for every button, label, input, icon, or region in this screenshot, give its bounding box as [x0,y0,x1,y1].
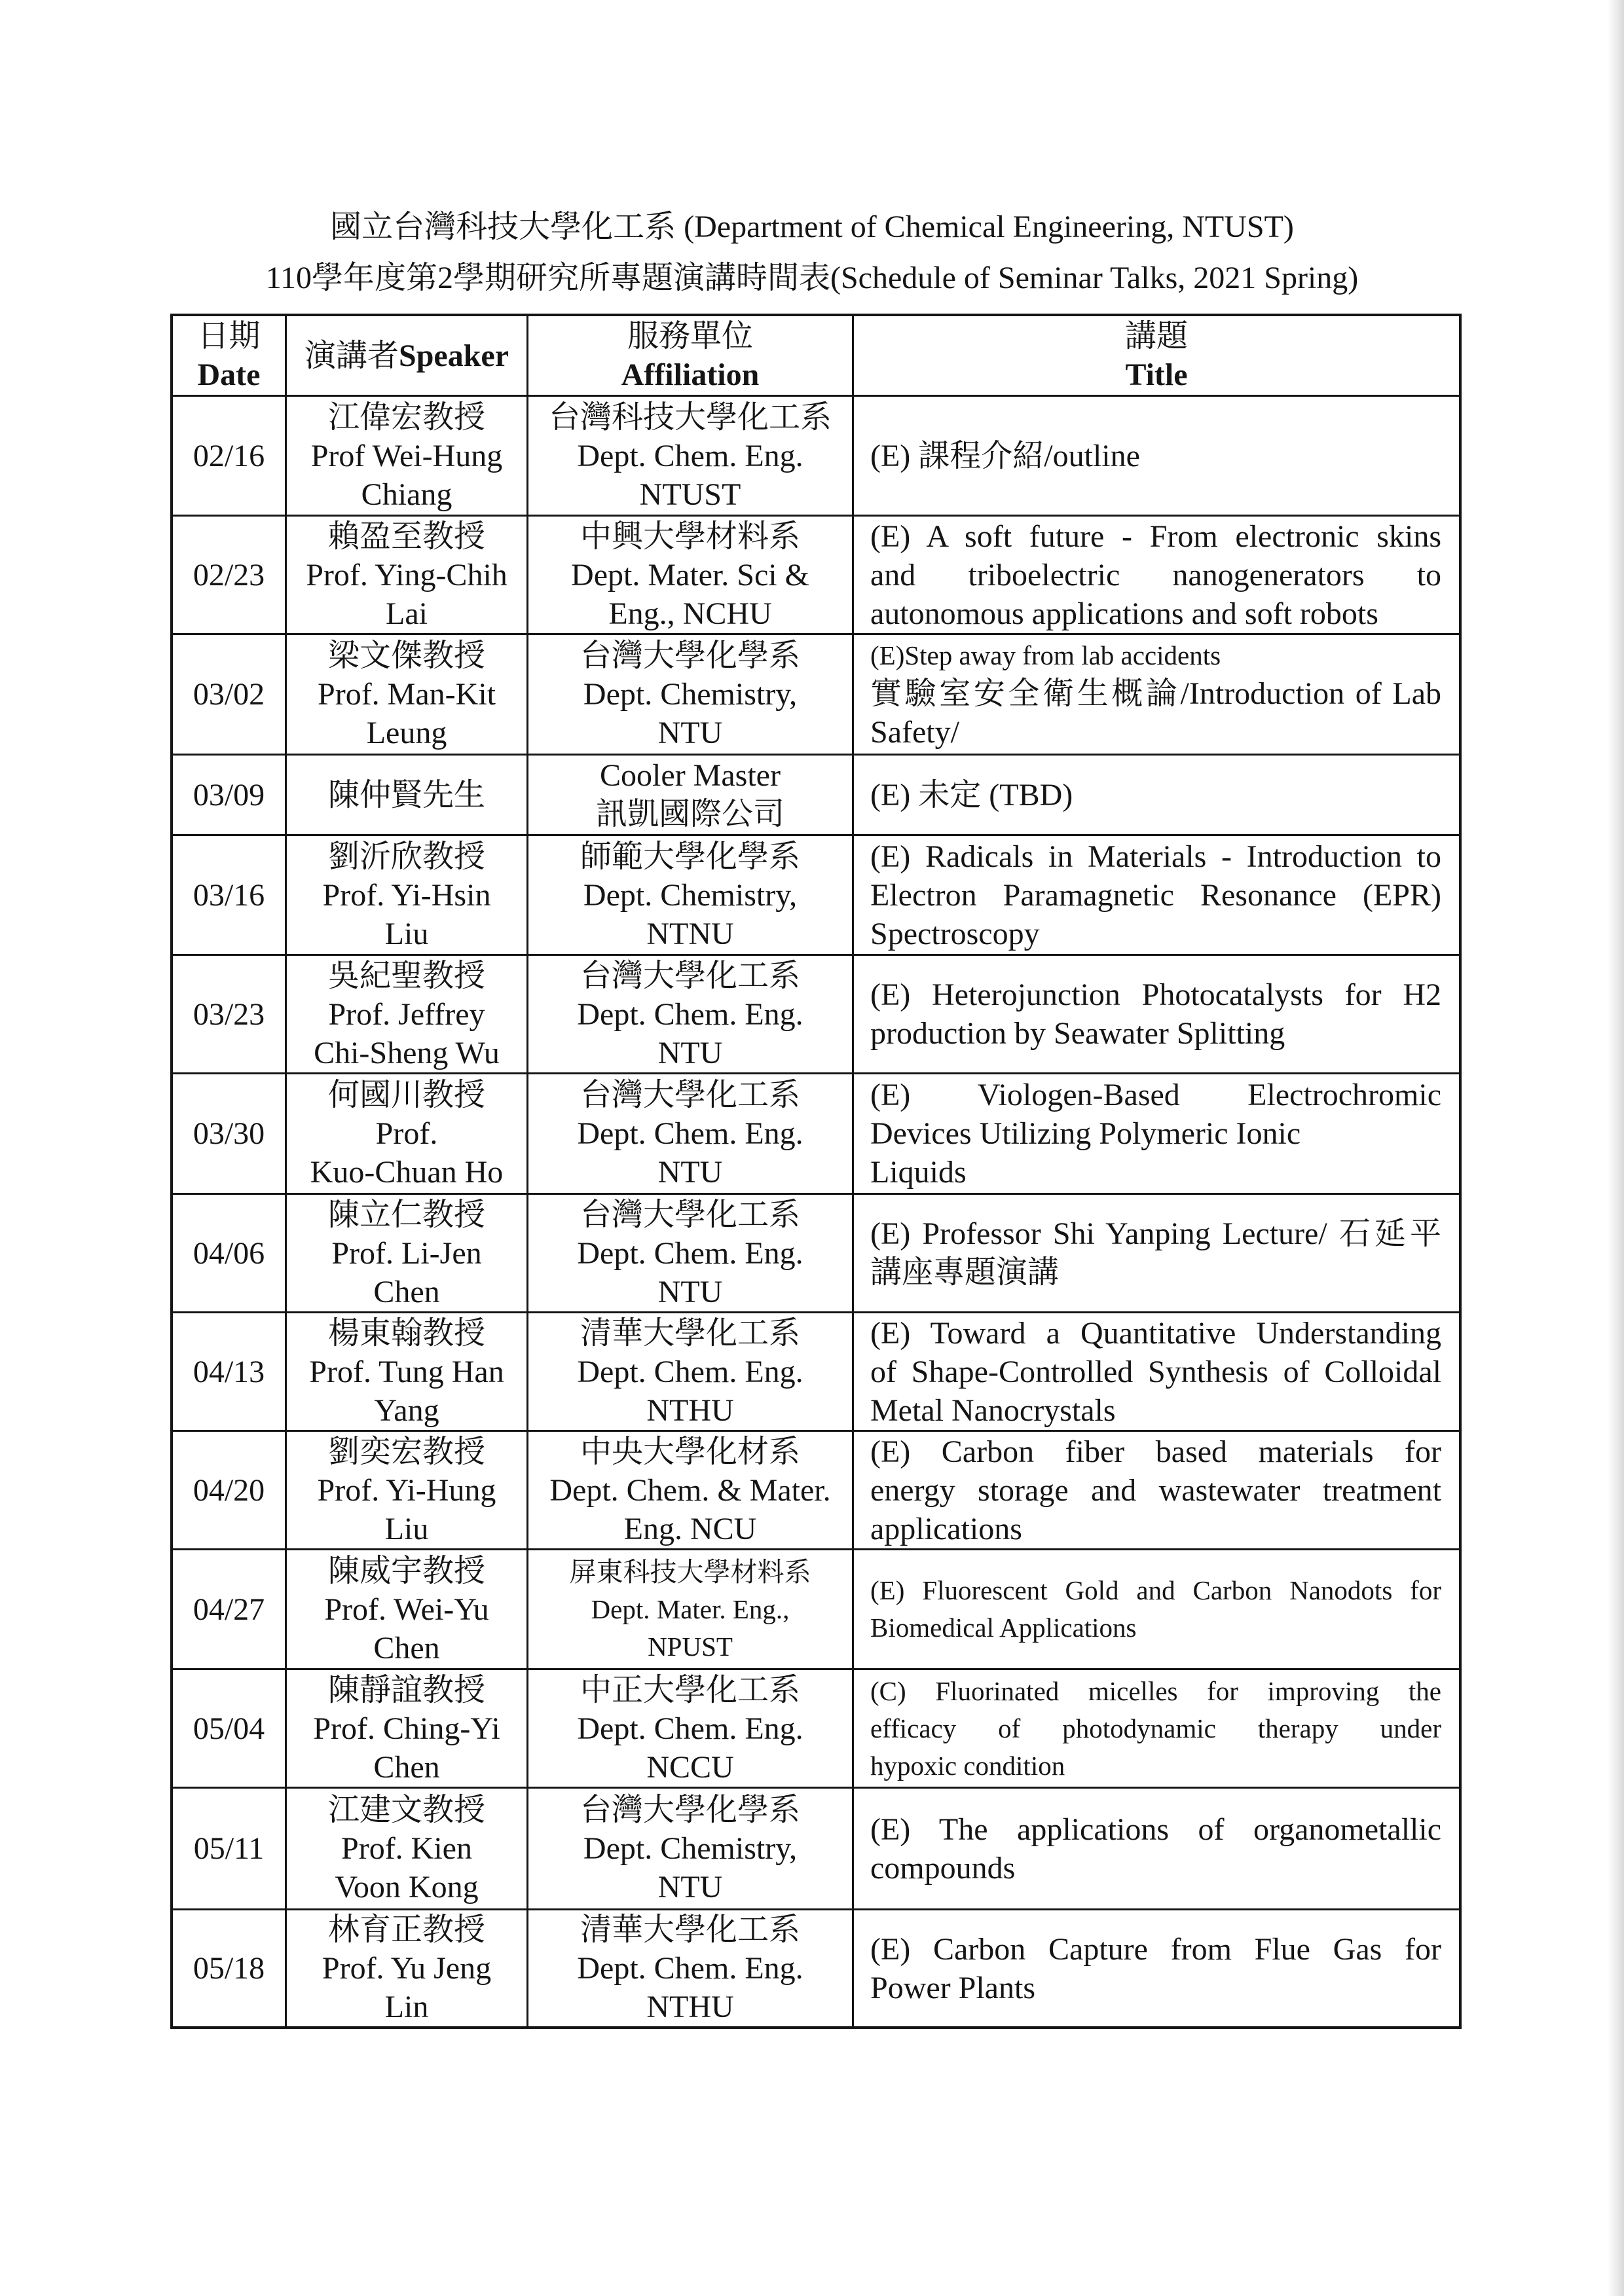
title-cell [854,836,1462,956]
affiliation-cell [528,517,854,635]
title-line: autonomous applications and soft robots [870,596,1378,631]
speaker-line: 吳紀聖教授 [327,958,485,993]
affiliation-cell [528,1313,854,1432]
date-cell [173,956,287,1074]
affiliation-line: Dept. Chem. Eng. [577,1951,803,1986]
speaker-line: Liu [384,1511,429,1546]
speaker-cell [287,1550,528,1670]
header-title-en: Title [1125,357,1188,392]
affiliation-line: 台灣大學化工系 [580,958,800,993]
title-line: hypoxic condition [870,1750,1065,1781]
date-cell [173,1313,287,1432]
affiliation-line: Eng., NCHU [608,596,772,631]
speaker-line: Prof. Ching-Yi [313,1711,500,1746]
affiliation-line: Dept. Chem. Eng. [577,1354,803,1389]
speaker-line: Chen [373,1274,440,1309]
speaker-line: Prof. Tung Han [309,1354,504,1389]
title-cell [854,756,1462,836]
speaker-line: Prof. Li-Jen [331,1235,482,1271]
affiliation-line: 訊凱國際公司 [595,797,784,831]
affiliation-line: Dept. Chemistry, [583,677,798,712]
affiliation-line: NTU [657,716,723,750]
date-text: 02/16 [193,438,265,473]
affiliation-cell [528,1550,854,1670]
affiliation-line: 清華大學化工系 [580,1912,800,1947]
date-cell [173,1910,287,2029]
affiliation-line: NTU [657,1035,723,1070]
affiliation-line: 台灣大學化學系 [580,638,800,673]
speaker-line: Lin [384,1990,429,2024]
affiliation-line: Dept. Chem. Eng. [577,1711,803,1746]
header-title-zh: 講題 [1124,319,1188,354]
date-cell [173,1195,287,1313]
title-line: (E) Professor Shi Yanping Lecture/ 石延平 [870,1216,1441,1251]
title-line: (E) Toward a Quantitative Understanding [870,1315,1441,1351]
speaker-line: 何國川教授 [327,1078,485,1112]
speaker-line: 劉沂欣教授 [327,839,485,874]
title-line: (E) Carbon fiber based materials for [870,1434,1441,1469]
speaker-line: 陳仲賢先生 [327,777,485,812]
affiliation-line: Dept. Mater. Eng., [591,1594,790,1624]
affiliation-cell [528,1074,854,1195]
title-line: efficacy of photodynamic therapy under [870,1713,1441,1743]
date-text: 04/06 [193,1235,265,1271]
title-line: (E) Heterojunction Photocatalysts for H2 [870,977,1441,1012]
date-text: 02/23 [193,557,265,592]
affiliation-cell [528,956,854,1074]
date-cell [173,1789,287,1910]
affiliation-line: 中正大學化工系 [580,1672,800,1707]
title-cell [854,1550,1462,1670]
title-line: (E) Radicals in Materials - Introduction to [870,839,1441,874]
affiliation-line: NTU [657,1155,723,1190]
affiliation-cell [528,635,854,756]
header-speaker-zh: 演講者 [304,338,399,373]
affiliation-line: Dept. Chem. Eng. [577,438,803,473]
affiliation-line: Dept. Chem. Eng. [577,1116,803,1151]
affiliation-line: 中興大學材料系 [580,519,800,554]
affiliation-line: NTHU [646,1990,734,2024]
speaker-line: Lai [386,596,428,631]
title-line: (E) Fluorescent Gold and Carbon Nanodots for [870,1575,1441,1605]
speaker-cell [287,1910,528,2029]
header-affiliation-cell [528,316,854,397]
affiliation-line: NTUST [639,477,741,512]
title-line: Devices Utilizing Polymeric Ionic [870,1116,1301,1151]
header-affiliation-zh: 服務單位 [627,319,753,354]
affiliation-line: Cooler Master [600,758,781,793]
date-text: 03/23 [193,996,265,1032]
affiliation-line: Dept. Chemistry, [583,877,798,913]
title-line: Biomedical Applications [870,1613,1137,1643]
speaker-line: 陳靜誼教授 [327,1672,485,1707]
title-line: (E) The applications of organometallic [870,1812,1441,1847]
title-line: and triboelectric nanogenerators to [870,557,1441,592]
date-cell [173,1432,287,1550]
date-cell [173,756,287,836]
header-date-en: Date [197,357,261,392]
title-cell [854,1910,1462,2029]
title-cell [854,635,1462,756]
speaker-cell [287,1313,528,1432]
title-cell [854,1432,1462,1550]
speaker-cell [287,517,528,635]
speaker-line: 賴盈至教授 [327,519,485,554]
date-text: 05/18 [193,1951,265,1986]
affiliation-cell [528,1432,854,1550]
speaker-line: Prof. Kien [341,1831,472,1866]
affiliation-cell [528,836,854,956]
affiliation-line: Dept. Mater. Sci & [571,557,809,592]
title-line: (E) Carbon Capture from Flue Gas for [870,1931,1441,1967]
affiliation-cell [528,1789,854,1910]
speaker-cell [287,1432,528,1550]
title-line: 實驗室安全衛生概論/Introduction of Lab [870,676,1441,711]
title-cell [854,1195,1462,1313]
header-speaker-label [287,337,526,375]
title-cell [854,1074,1462,1195]
title-cell [854,956,1462,1074]
speaker-line: Liu [384,916,429,951]
date-cell [173,635,287,756]
speaker-cell [287,956,528,1074]
speaker-cell [287,397,528,517]
title-line: (E) 課程介紹/outline [870,438,1140,473]
title-line: (E)Step away from lab accidents [870,640,1221,670]
affiliation-cell [528,397,854,517]
document-title: 國立台灣科技大學化工系 (Department of Chemical Engineering, NTUST) [330,210,1294,244]
header-speaker-cell [287,316,528,397]
speaker-cell [287,1195,528,1313]
affiliation-cell [528,1195,854,1313]
speaker-line: Prof. Man-Kit [318,677,496,712]
date-cell [173,1670,287,1789]
speaker-line: Leung [366,716,447,750]
affiliation-line: 台灣大學化工系 [580,1078,800,1112]
affiliation-line: 屏東科技大學材料系 [569,1556,811,1587]
title-cell [854,397,1462,517]
affiliation-line: NCCU [646,1749,734,1785]
speaker-line: 林育正教授 [327,1912,485,1947]
title-line: Power Plants [870,1970,1035,2005]
affiliation-line: Eng. NCU [623,1511,757,1546]
title-line: applications [870,1511,1022,1546]
speaker-line: Prof. [375,1116,438,1151]
scan-edge-shadow [1607,0,1624,2296]
speaker-line: Chi-Sheng Wu [314,1035,500,1070]
date-text: 03/09 [193,777,265,812]
speaker-cell [287,1670,528,1789]
speaker-line: Kuo-Chuan Ho [310,1155,504,1190]
document-subtitle: 110學年度第2學期研究所專題演講時間表(Schedule of Seminar Talks, 2021 Spring) [265,261,1359,295]
header-title-cell [854,316,1462,397]
date-text: 03/16 [193,877,265,913]
speaker-line: 劉奕宏教授 [327,1434,485,1469]
schedule-table [170,314,1462,2029]
date-text: 04/27 [193,1592,265,1627]
speaker-line: Voon Kong [335,1870,479,1904]
affiliation-line: 中央大學化材系 [580,1434,800,1469]
affiliation-line: 台灣大學化工系 [580,1197,800,1232]
title-cell [854,1670,1462,1789]
header-speaker-en: Speaker [399,338,509,373]
title-line: Electron Paramagnetic Resonance (EPR) [870,877,1441,913]
speaker-line: 陳立仁教授 [327,1197,485,1232]
title-line: energy storage and wastewater treatment [870,1472,1441,1508]
speaker-line: Prof. Ying-Chih [306,557,507,592]
date-cell [173,836,287,956]
speaker-cell [287,1789,528,1910]
affiliation-cell [528,1910,854,2029]
affiliation-line: NTU [657,1870,723,1904]
affiliation-line: NTHU [646,1393,734,1428]
speaker-cell [287,635,528,756]
date-text: 03/30 [193,1116,265,1151]
date-text: 04/13 [193,1354,265,1389]
speaker-line: Chiang [361,477,452,512]
title-line: 講座專題演講 [870,1255,1060,1290]
affiliation-line: 台灣大學化學系 [580,1793,800,1827]
header-affiliation-en: Affiliation [621,357,760,392]
speaker-line: 楊東翰教授 [327,1315,485,1351]
speaker-line: Prof. Yi-Hung [317,1472,496,1508]
speaker-line: 江建文教授 [327,1793,485,1827]
title-cell [854,517,1462,635]
affiliation-line: 清華大學化工系 [580,1315,800,1351]
title-line: compounds [870,1850,1016,1886]
affiliation-line: 師範大學化學系 [580,839,800,874]
title-line: Safety/ [870,715,959,750]
affiliation-line: Dept. Chem. Eng. [577,1235,803,1271]
title-cell [854,1789,1462,1910]
date-cell [173,1550,287,1670]
date-cell [173,1074,287,1195]
title-line: (E) A soft future - From electronic skins [870,519,1441,554]
date-cell [173,397,287,517]
speaker-line: 江偉宏教授 [327,399,485,435]
speaker-line: Prof. Wei-Yu [324,1592,489,1627]
speaker-cell [287,756,528,836]
speaker-line: Chen [373,1749,440,1785]
affiliation-line: Dept. Chemistry, [583,1831,798,1866]
date-text: 05/11 [193,1831,265,1866]
speaker-line: 陳威宇教授 [327,1553,485,1588]
header-date-cell [173,316,287,397]
speaker-line: Prof. Jeffrey [328,996,485,1032]
speaker-line: Yang [374,1393,439,1428]
speaker-cell [287,836,528,956]
title-line: (E) 未定 (TBD) [870,777,1073,812]
affiliation-cell [528,1670,854,1789]
title-cell [854,1313,1462,1432]
title-line: Spectroscopy [870,916,1040,951]
date-text: 04/20 [193,1472,265,1508]
date-cell [173,517,287,635]
speaker-line: 梁文傑教授 [327,638,485,673]
title-line: Metal Nanocrystals [870,1393,1116,1428]
speaker-line: Chen [373,1630,440,1666]
title-line: of Shape-Controlled Synthesis of Colloidal [870,1354,1441,1389]
title-line: (C) Fluorinated micelles for improving the [870,1675,1441,1706]
speaker-line: Prof. Yu Jeng [322,1951,492,1986]
speaker-line: Prof Wei-Hung [310,438,503,473]
affiliation-cell [528,756,854,836]
speaker-line: Prof. Yi-Hsin [322,877,491,913]
title-line: production by Seawater Splitting [870,1016,1285,1051]
affiliation-line: Dept. Chem. & Mater. [549,1472,831,1508]
date-text: 05/04 [193,1711,265,1746]
affiliation-line: Dept. Chem. Eng. [577,996,803,1032]
affiliation-line: NTNU [646,916,734,951]
speaker-cell [287,1074,528,1195]
title-line: Liquids [870,1155,967,1190]
affiliation-line: NTU [657,1274,723,1309]
affiliation-line: NPUST [648,1631,733,1662]
header-date-zh: 日期 [197,319,261,354]
affiliation-line: 台灣科技大學化工系 [548,399,832,435]
date-text: 03/02 [193,677,265,712]
title-line: (E) Viologen-Based Electrochromic [870,1078,1441,1112]
